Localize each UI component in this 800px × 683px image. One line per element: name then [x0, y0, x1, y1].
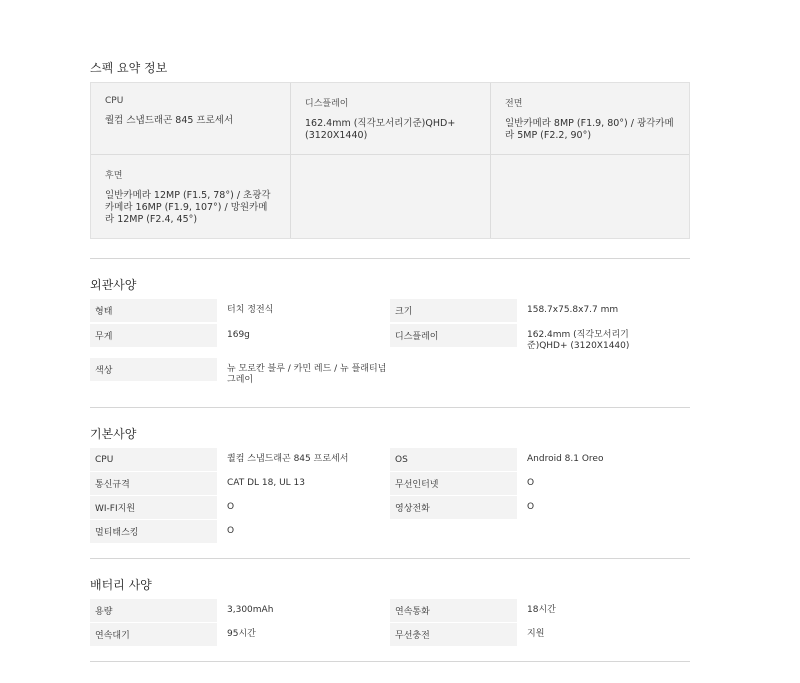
summary-cell-label: 후면 [105, 171, 123, 181]
section-divider [90, 258, 690, 259]
spec-value-color: 뉴 모로칸 블루 / 카민 레드 / 뉴 플래티넘 그레이 [227, 364, 387, 385]
spec-label-standby: 연속대기 [90, 623, 217, 646]
spec-value-talk-time: 18시간 [527, 605, 556, 615]
spec-value-form: 터치 정전식 [227, 305, 274, 315]
spec-label-display: 디스플레이 [390, 324, 517, 347]
spec-value-os: Android 8.1 Oreo [527, 454, 604, 464]
appearance-title: 외관사양 [90, 278, 137, 292]
summary-cell-cpu [91, 83, 290, 127]
summary-cell-label: CPU [105, 96, 124, 106]
spec-label-weight: 무게 [90, 324, 217, 347]
spec-label-video-call: 영상전화 [390, 496, 517, 519]
summary-cell-label: 디스플레이 [305, 99, 349, 109]
spec-label-size: 크기 [390, 299, 517, 322]
basic-title: 기본사양 [90, 427, 137, 441]
spec-value-weight: 169g [227, 330, 250, 340]
spec-label-wireless-charging: 무선충전 [390, 623, 517, 646]
spec-value-video-call: O [527, 502, 535, 512]
summary-cell-display [291, 83, 490, 142]
summary-title: 스펙 요약 정보 [90, 61, 168, 75]
spec-value-wireless-charging: 지원 [527, 629, 545, 639]
spec-value-capacity: 3,300mAh [227, 605, 274, 615]
summary-cell-value: 일반카메라 8MP (F1.9, 80°) / 광각카메라 5MP (F2.2, 90°) [505, 118, 674, 141]
spec-label-talk-time: 연속통화 [390, 599, 517, 622]
spec-label-multitasking: 멀티태스킹 [90, 520, 217, 543]
spec-value-wifi: O [227, 502, 235, 512]
spec-value-wireless-internet: O [527, 478, 535, 488]
spec-value-multitasking: O [227, 526, 235, 536]
spec-value-network: CAT DL 18, UL 13 [227, 478, 305, 488]
spec-value-standby: 95시간 [227, 629, 256, 639]
spec-label-color: 색상 [90, 358, 217, 381]
spec-value-cpu: 퀄컴 스냅드래곤 845 프로세서 [227, 454, 349, 464]
spec-value-display: 162.4mm (직각모서리기준)QHD+ (3120X1440) [527, 330, 630, 351]
spec-value-size: 158.7x75.8x7.7 mm [527, 305, 619, 315]
battery-title: 배터리 사양 [90, 578, 152, 592]
summary-cell-value: 퀄컴 스냅드래곤 845 프로세서 [105, 115, 234, 126]
spec-label-cpu: CPU [90, 448, 217, 471]
section-divider [90, 558, 690, 559]
summary-cell-front-camera [491, 83, 689, 142]
summary-cell-value: 162.4mm (직각모서리기준)QHD+ (3120X1440) [305, 118, 456, 141]
summary-cell-rear-camera [91, 155, 290, 226]
spec-label-network: 통신규격 [90, 472, 217, 495]
summary-cell-label: 전면 [505, 99, 523, 109]
spec-label-wireless-internet: 무선인터넷 [390, 472, 517, 495]
spec-label-os: OS [390, 448, 517, 471]
spec-label-capacity: 용량 [90, 599, 217, 622]
summary-grid [90, 82, 690, 239]
spec-label-wifi: WI-FI지원 [90, 496, 217, 519]
section-divider [90, 407, 690, 408]
section-divider [90, 661, 690, 662]
spec-label-form: 형태 [90, 299, 217, 322]
summary-cell-value: 일반카메라 12MP (F1.5, 78°) / 초광각카메라 16MP (F1.9, 107°) / 망원카메라 12MP (F2.4, 45°) [105, 190, 271, 225]
